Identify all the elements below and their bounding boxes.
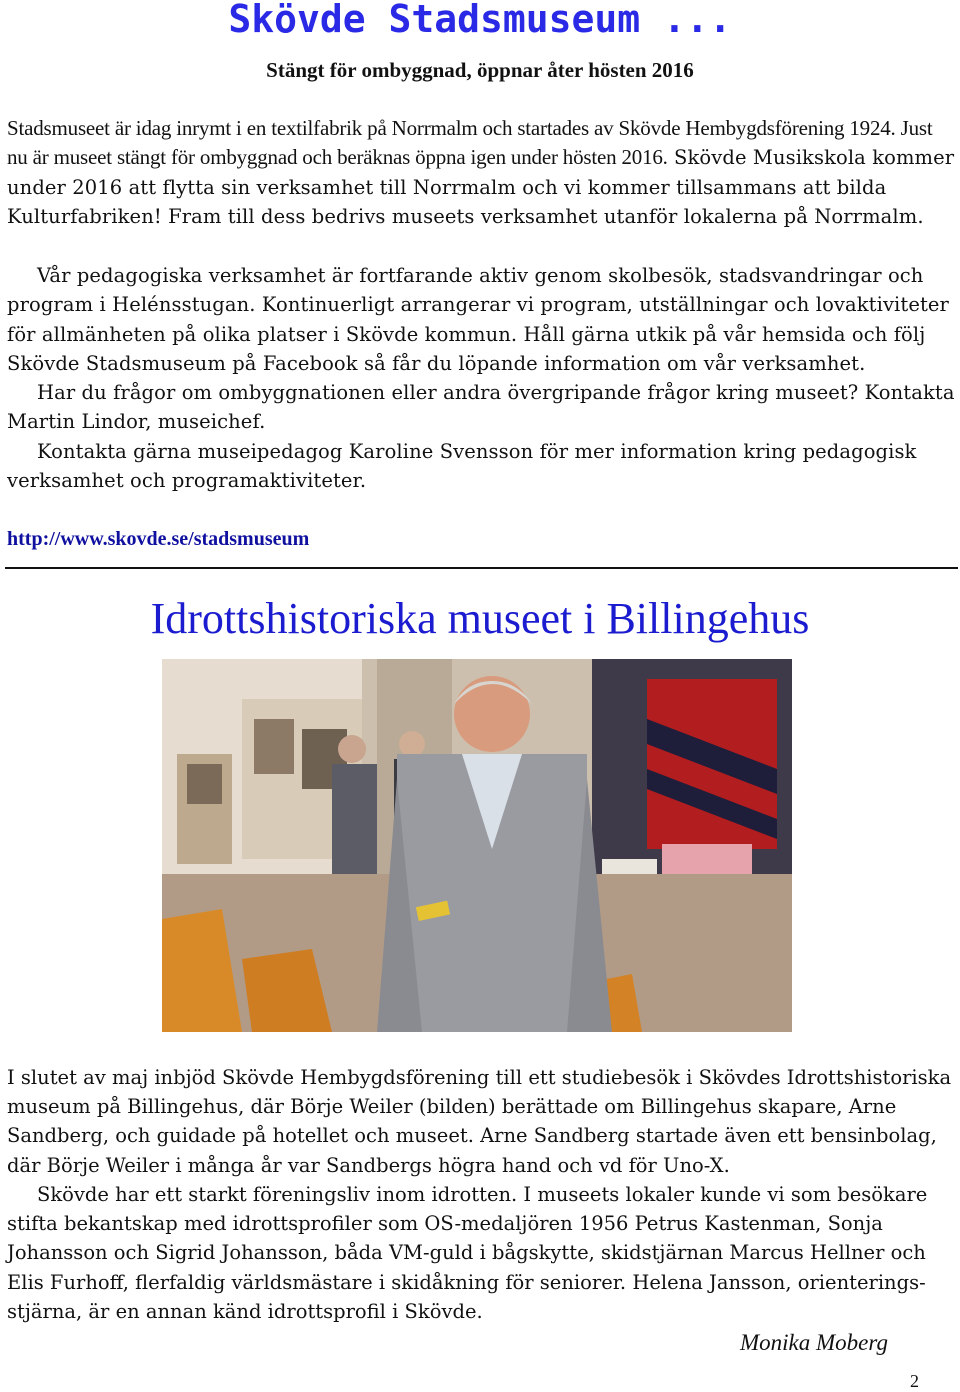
paragraph-pedagogy: Vår pedagogiska verksamhet är fortfarande aktiv genom skolbesök, stadsvandringar och program i Helénsstugan. Kontinuerligt arrangerar vi program, utställningar och lovaktiviteter för allmänheten på olika platser i Skövde kommun. Håll gärna utkik på vår hemsida och följ Skövde Stadsmuseum på Facebook så får du löpande information om vår verksamhet.	[7, 264, 949, 375]
museum-visit-photo	[162, 659, 792, 1032]
paragraph-intro-part-a: Stadsmuseet är idag inrymt i en textilfabrik på Norrmalm och startades av Skövde Hembygdsförening 1924. Just nu är museet stängt för ombyggnad och beräknas öppna igen under hösten 2016.	[7, 116, 933, 170]
photo-illustration	[162, 659, 792, 1032]
paragraph-contact-director: Har du frågor om ombyggnationen eller andra övergripande frågor kring museet? Kontakta Martin Lindor, museichef.	[7, 381, 955, 434]
paragraph-museum-intro	[7, 114, 957, 231]
section-title-idrottshistoriska: Idrottshistoriska museet i Billingehus	[150, 594, 810, 643]
section-divider	[5, 567, 958, 569]
page-number: 2	[910, 1371, 919, 1391]
author-signature: Monika Moberg	[740, 1330, 888, 1355]
section-title-stadsmuseum: Skövde Stadsmuseum ...	[228, 0, 732, 41]
paragraph-study-visit: I slutet av maj inbjöd Skövde Hembygdsförening till ett studiebesök i Skövdes Idrottshistoriska museum på Billingehus, där Börje Weiler (bilden) berättade om Billingehus skapare, Arne Sandberg, och guidade på hotellet och museet. Arne Sandberg startade även ett bensinbolag, där Börje Weiler i många år var Sandbergs högra hand och vd för Uno-X.	[7, 1066, 952, 1177]
section-subtitle-closed: Stängt för ombyggnad, öppnar åter hösten 2016	[266, 58, 694, 82]
paragraph-intro-part-b: Skövde Musikskola kommer under 2016 att flytta sin verksamhet till Norrmalm och vi kommer tillsammans att bilda Kulturfabriken!	[7, 146, 955, 228]
museum-website-link[interactable]: http://www.skovde.se/stadsmuseum	[7, 528, 310, 550]
paragraph-intro-part-c: Fram till dess bedrivs museets verksamhet utanför lokalerna på Norrmalm.	[168, 204, 924, 228]
paragraph-contact-educator: Kontakta gärna museipedagog Karoline Svensson för mer information kring pedagogisk verksamhet och programaktiviteter.	[7, 440, 917, 493]
paragraph-sports-profiles: Skövde har ett starkt föreningsliv inom idrotten. I museets lokaler kunde vi som besökare stifta bekantskap med idrottsprofiler som OS-medaljören 1956 Petrus Kastenman, Sonja Johansson och Sigrid Johansson, båda VM-guld i bågskytte, skidstjärnan Marcus Hellner och Elis Furhoff, flerfaldig världsmästare i skidåkning för seniorer. Helena Jansson, orienterings-stjärna, är en annan känd idrottsprofil i Skövde.	[7, 1183, 928, 1323]
